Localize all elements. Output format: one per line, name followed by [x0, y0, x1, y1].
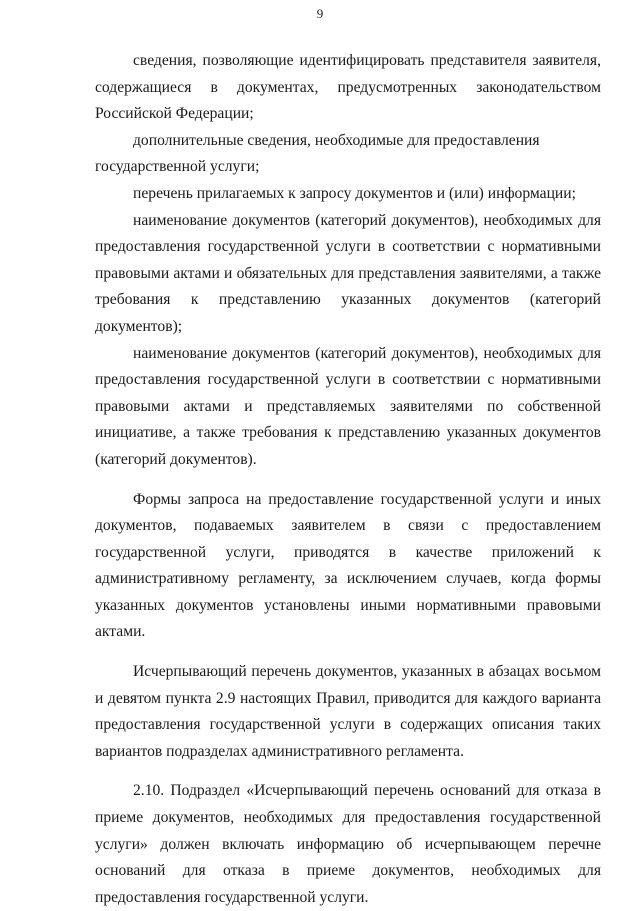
paragraph-section-2-10: 2.10. Подраздел «Исчерпывающий перечень оснований для отказа в приеме документов, необходимых для предоставления государственной услуги» должен включать информацию об исчерпывающем перечне оснований для отказа в приеме документов, необходимых для предоставления государственной услуги.: [95, 782, 601, 906]
paragraph-request-forms: Формы запроса на предоставление государственной услуги и иных документов, подаваемых заявителем в связи с предоставлением государственной услуги, приводятся в качестве приложений к административному регламенту, за исключением случаев, когда формы указанных документов установлены иными нормативными правовыми актами.: [95, 490, 601, 641]
paragraph-attached-documents: перечень прилагаемых к запросу документов и (или) информации;: [133, 184, 576, 202]
paragraph-representative-info: сведения, позволяющие идентифицировать представителя заявителя, содержащиеся в документах, предусмотренных законодательством Российской Федерации;: [95, 52, 601, 123]
page-number: 9: [316, 6, 324, 21]
document-body: [95, 48, 601, 911]
paragraph-optional-documents: наименование документов (категорий документов), необходимых для предоставления государственной услуги в соответствии с нормативными правовыми актами и представляемых заявителями по собственной инициативе, а также требования к представлению указанных документов (категорий документов).: [95, 344, 601, 468]
paragraph-mandatory-documents: наименование документов (категорий документов), необходимых для предоставления государственной услуги в соответствии с нормативными правовыми актами и обязательных для представления заявителями, а также требования к представлению указанных документов (категорий документов);: [95, 211, 601, 335]
paragraph-exhaustive-list: Исчерпывающий перечень документов, указанных в абзацах восьмом и девятом пункта 2.9 настоящих Правил, приводится для каждого варианта предоставления государственной услуги в содержащих описания таких вариантов подразделах административного регламента.: [95, 663, 601, 760]
paragraph-additional-info: дополнительные сведения, необходимые для предоставления государственной услуги;: [95, 131, 540, 176]
